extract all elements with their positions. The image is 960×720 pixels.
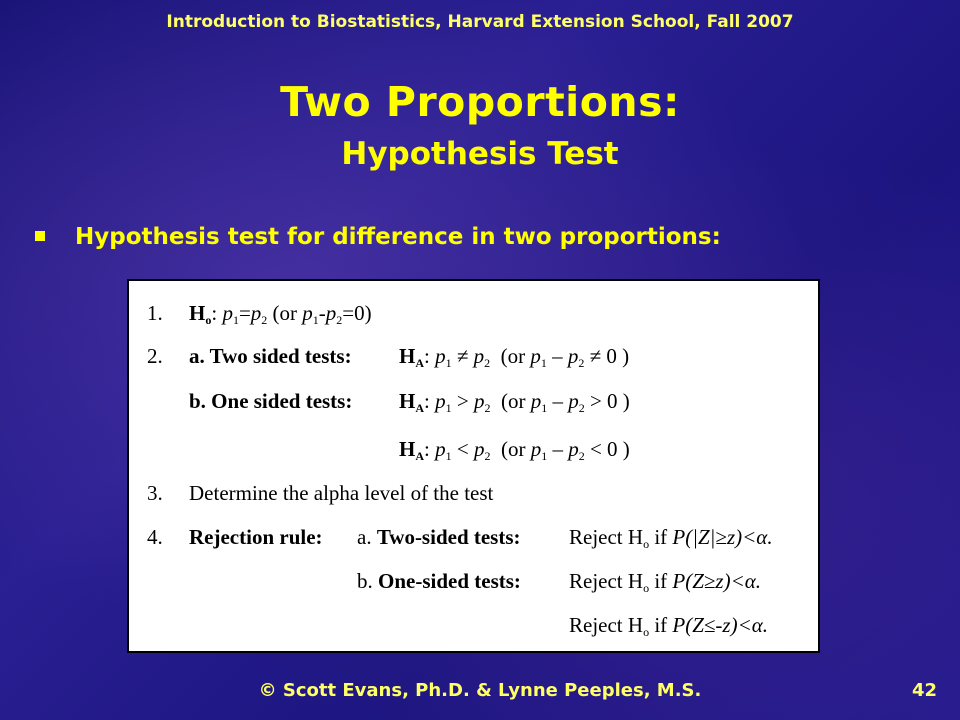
two-sided-alt-hypothesis: $H_A$: $p_1 \ne p_2$ (or $p_1 - p_2 \ne 0$ ) — [399, 344, 630, 370]
one-sided-less-hypothesis: $H_A$: $p_1 < p_2$ (or $p_1 - p_2 < 0$ ) — [399, 437, 630, 463]
rejection-rule-label: Rejection rule: — [189, 525, 323, 549]
two-sided-label: a. Two sided tests: — [189, 344, 352, 368]
alpha-level-text: Determine the alpha level of the test — [189, 481, 494, 505]
one-sided-greater-hypothesis: $H_A$: $p_1 > p_2$ (or $p_1 - p_2 > 0$ ) — [399, 389, 630, 415]
step-2-number: 2. — [147, 344, 163, 368]
one-sided-lower-reject-rule: Reject $H_o$ if P(Z≤-z)<α. — [569, 613, 769, 639]
page-number: 42 — [912, 680, 938, 701]
one-sided-upper-reject-rule: Reject $H_o$ if P(Z≥z)<α. — [569, 569, 762, 595]
slide-title: Two Proportions: — [280, 78, 680, 126]
square-bullet-icon — [35, 231, 45, 241]
step-4-number: 4. — [147, 525, 163, 549]
two-sided-rule-label: a. Two-sided tests: — [357, 525, 521, 549]
one-sided-label: b. One sided tests: — [189, 389, 353, 413]
two-sided-reject-rule: Reject $H_o$ if P(|Z|≥z)<α. — [569, 525, 773, 551]
one-sided-rule-label: b. One-sided tests: — [357, 569, 521, 593]
course-header: Introduction to Biostatistics, Harvard Extension School, Fall 2007 — [166, 12, 794, 32]
step-1-number: 1. — [147, 301, 163, 325]
hypothesis-test-box — [127, 279, 820, 653]
slide-subtitle: Hypothesis Test — [341, 136, 619, 172]
bullet-item — [35, 224, 721, 250]
step-3-number: 3. — [147, 481, 163, 505]
footer-credit: © Scott Evans, Ph.D. & Lynne Peeples, M.S. — [258, 680, 702, 701]
null-hypothesis-line: $H_o$: $p_1=p_2$ (or $p_1-p_2=0$) — [189, 301, 372, 327]
bullet-text: Hypothesis test for difference in two proportions: — [75, 224, 721, 250]
